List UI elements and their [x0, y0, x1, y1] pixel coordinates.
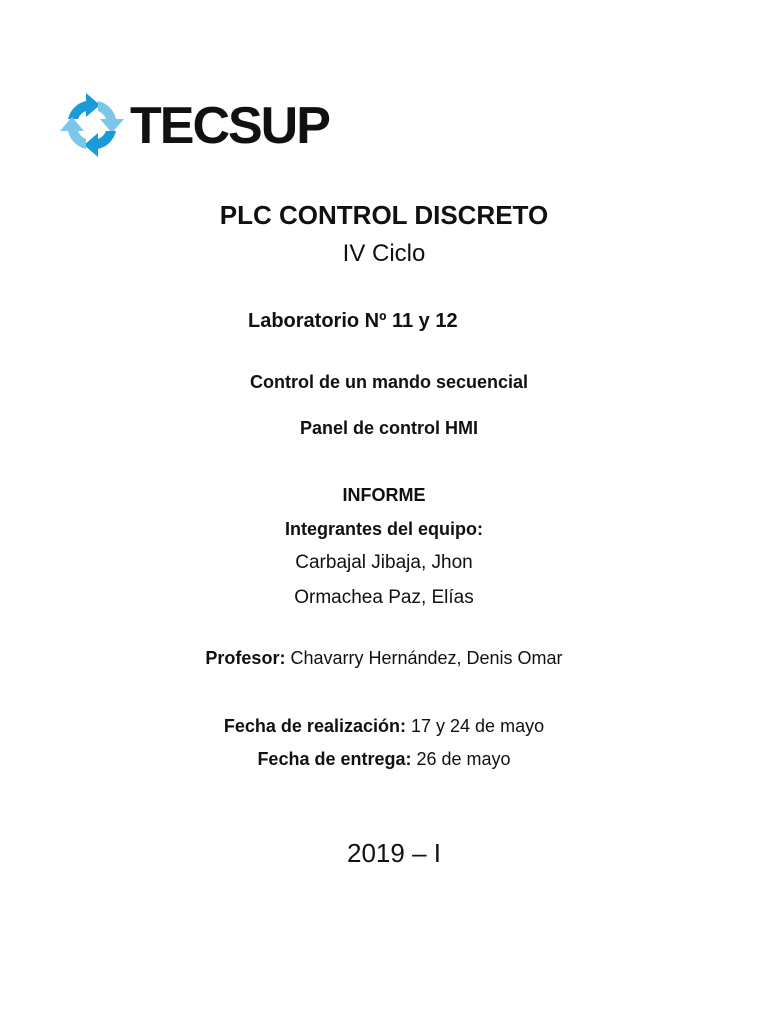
lab-topic-1: Control de un mando secuencial — [249, 372, 529, 392]
course-title: PLC CONTROL DISCRETO — [219, 200, 549, 230]
lab-topic-2: Panel de control HMI — [299, 418, 479, 438]
team-member: Ormachea Paz, Elías — [294, 587, 474, 608]
lab-number: Laboratorio Nº 11 y 12 — [248, 310, 458, 332]
cycle-label: IV Ciclo — [342, 240, 426, 267]
realization-date-value: 17 y 24 de mayo — [411, 716, 545, 736]
tecsup-logo — [60, 90, 330, 160]
realization-date-label: Fecha de realización: — [223, 716, 406, 736]
team-label: Integrantes del equipo: — [284, 519, 484, 539]
professor-label: Profesor: — [205, 648, 286, 668]
report-type: INFORME — [342, 485, 426, 505]
delivery-date-value: 26 de mayo — [416, 749, 511, 769]
tecsup-arrows-icon — [60, 90, 330, 160]
professor-name: Chavarry Hernández, Denis Omar — [290, 648, 563, 668]
delivery-date-label: Fecha de entrega: — [257, 749, 412, 769]
logo-wordmark: TECSUP — [130, 97, 329, 155]
realization-date-line — [0, 716, 768, 737]
academic-period: 2019 – I — [347, 838, 441, 868]
professor-line — [0, 648, 768, 669]
delivery-date-line — [0, 749, 768, 770]
team-member: Carbajal Jibaja, Jhon — [295, 552, 473, 573]
